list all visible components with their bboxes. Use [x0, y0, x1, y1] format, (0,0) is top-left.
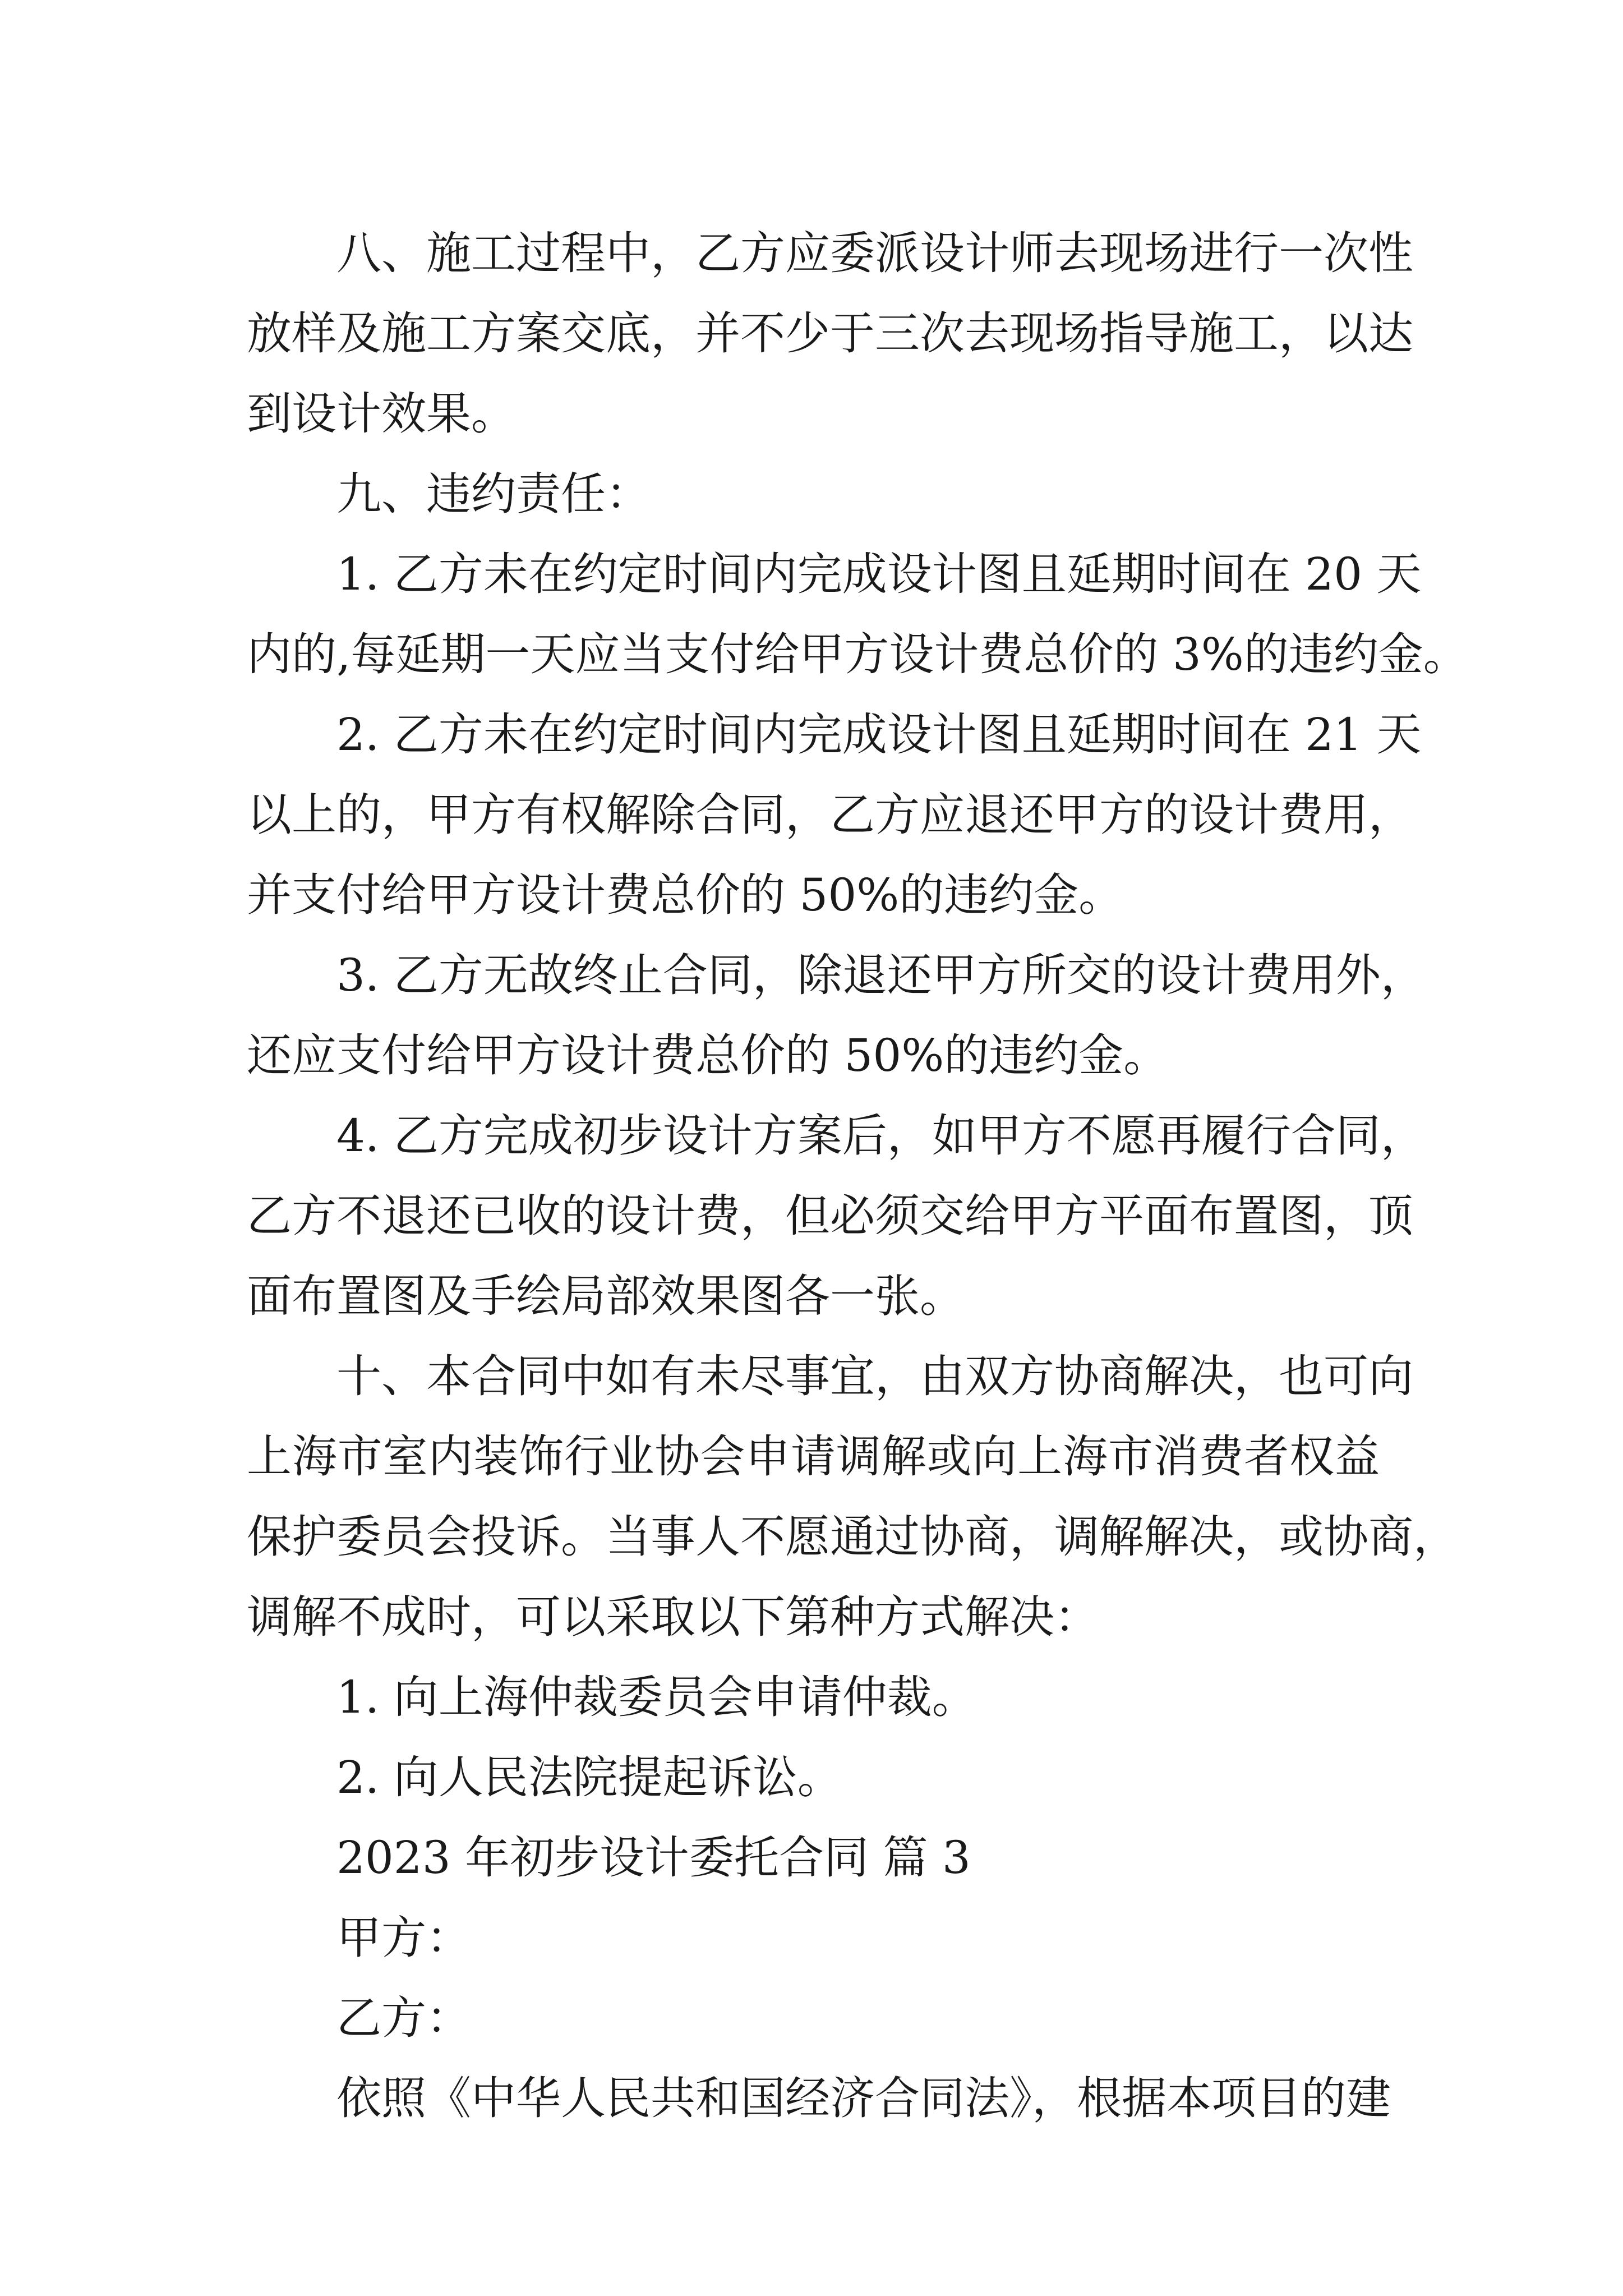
paragraph-line: 还应支付给甲方设计费总价的 50%的违约金。 — [247, 1029, 1169, 1082]
paragraph-line: 1. 乙方未在约定时间内完成设计图且延期时间在 20 天 — [336, 548, 1422, 600]
party-a-label: 甲方： — [336, 1912, 471, 1964]
paragraph-line: 并支付给甲方设计费总价的 50%的违约金。 — [247, 869, 1124, 921]
paragraph-line: 依照《中华人民共和国经济合同法》，根据本项目的建 — [336, 2072, 1391, 2124]
party-b-label: 乙方： — [336, 1992, 471, 2044]
paragraph-line: 面布置图及手绘局部效果图各一张。 — [247, 1270, 965, 1322]
paragraph-line: 十、本合同中如有未尽事宜，由双方协商解决，也可向 — [336, 1350, 1413, 1402]
section-title: 2023 年初步设计委托合同 篇 3 — [336, 1832, 971, 1884]
list-item: 1. 向上海仲裁委员会申请仲裁。 — [336, 1671, 977, 1723]
paragraph-line: 以上的，甲方有权解除合同，乙方应退还甲方的设计费用， — [247, 789, 1413, 841]
paragraph-line: 到设计效果。 — [247, 388, 516, 440]
paragraph-line: 乙方不退还已收的设计费，但必须交给甲方平面布置图，顶 — [247, 1190, 1413, 1242]
paragraph-line: 内的,每延期一天应当支付给甲方设计费总价的 3%的违约金。 — [247, 628, 1468, 680]
paragraph-line: 保护委员会投诉。当事人不愿通过协商，调解解决，或协商， — [247, 1511, 1458, 1563]
list-item: 2. 向人民法院提起诉讼。 — [336, 1751, 842, 1803]
paragraph-line: 八、施工过程中，乙方应委派设计师去现场进行一次性 — [336, 227, 1413, 279]
paragraph-line: 调解不成时，可以采取以下第种方式解决： — [247, 1591, 1099, 1643]
paragraph-line: 4. 乙方完成初步设计方案后，如甲方不愿再履行合同， — [336, 1110, 1426, 1162]
paragraph-line: 2. 乙方未在约定时间内完成设计图且延期时间在 21 天 — [336, 708, 1422, 761]
paragraph-line: 放样及施工方案交底，并不少于三次去现场指导施工，以达 — [247, 307, 1413, 360]
document-body — [247, 213, 1468, 2138]
paragraph-line: 3. 乙方无故终止合同，除退还甲方所交的设计费用外， — [336, 949, 1426, 1001]
paragraph-line: 上海市室内装饰行业协会申请调解或向上海市消费者权益 — [247, 1430, 1380, 1483]
section-heading: 九、违约责任： — [336, 468, 651, 520]
